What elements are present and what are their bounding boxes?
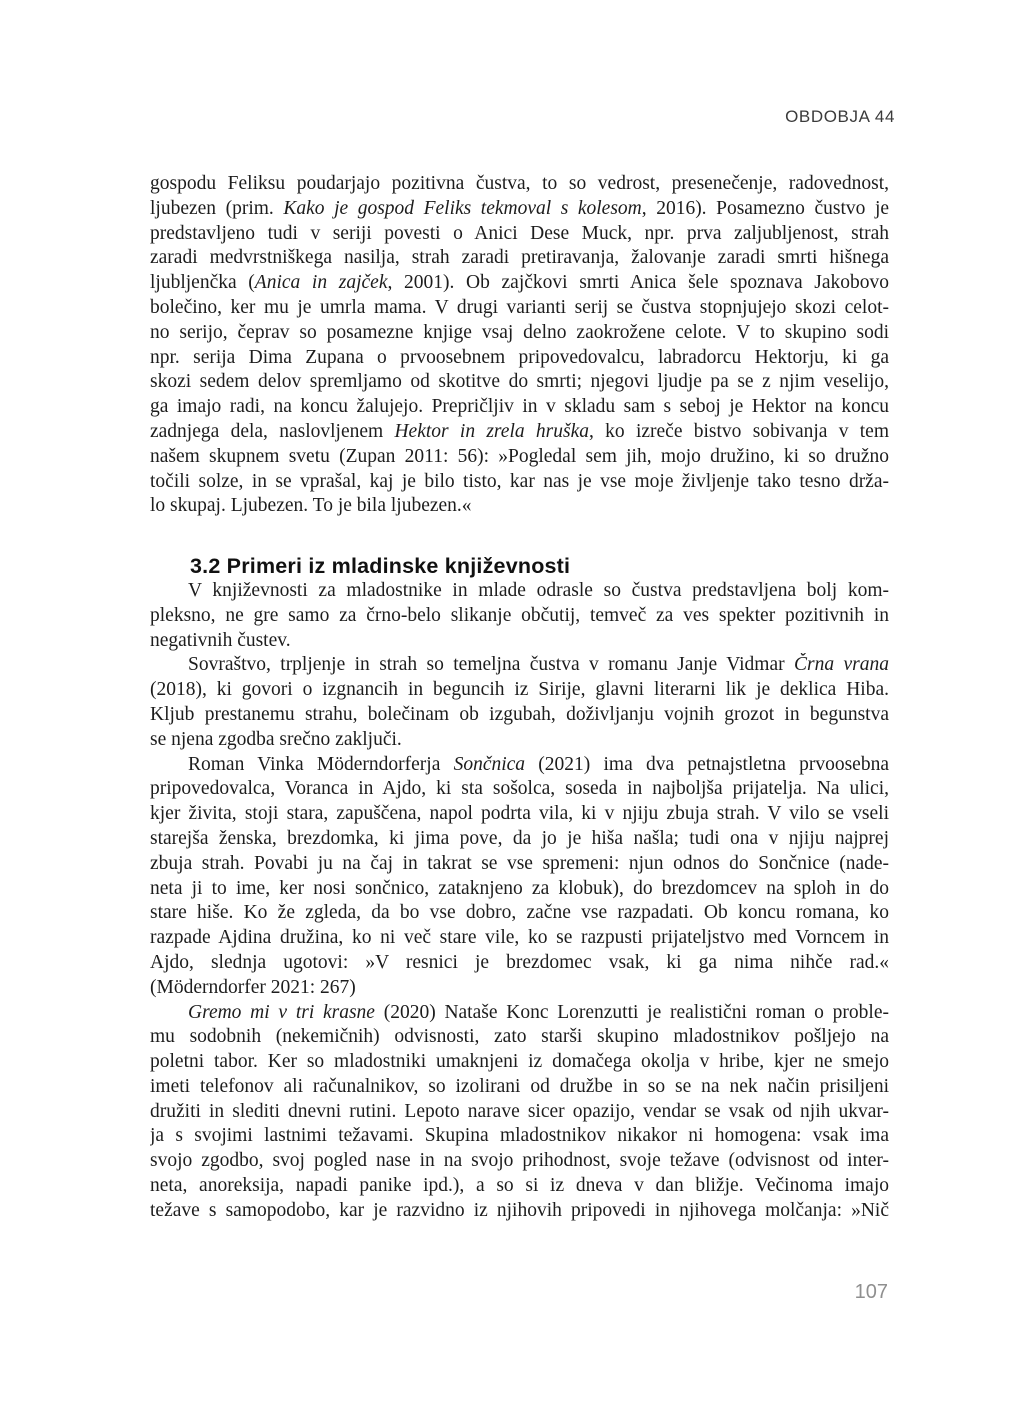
- text-line: zadnjega dela, naslovljenem Hektor in zrela hruška, ko izreče bistvo sobivanja v tem: [150, 420, 889, 442]
- text-line: npr. serija Dima Zupana o prvoosebnem pripovedovalcu, labradorcu Hektorju, ki ga: [150, 346, 889, 368]
- text-line: zaradi medvrstniškega nasilja, strah zaradi pretiravanja, žalovanje zaradi smrti hišnega: [150, 247, 889, 269]
- text-line: starejša ženska, brezdomka, ki jima pove, da jo je hiša našla; tudi ona v njiju najprej: [150, 827, 889, 849]
- text-line: (Möderndorfer 2021: 267): [150, 976, 356, 998]
- text-line: točili solze, in se vprašal, kaj je bilo tisto, kar nas je vse moje življenje tako tesno drža-: [150, 470, 889, 492]
- running-header: OBDOBJA 44: [785, 107, 895, 126]
- text-line: našem skupnem svetu (Zupan 2011: 56): »Pogledal sem jih, mojo družino, ki so družno: [150, 445, 889, 467]
- text-line: Gremo mi v tri krasne (2020) Nataše Konc Lorenzutti je realistični roman o proble-: [188, 1001, 889, 1023]
- text-line: predstavljeno tudi v seriji povesti o Anici Dese Muck, npr. prva zaljubljenost, strah: [150, 222, 889, 244]
- text-line: pleksno, ne gre samo za črno-belo slikanje občutij, temveč za ves spekter pozitivnih in: [150, 604, 889, 626]
- text-line: ja s svojimi lastnimi težavami. Skupina mladostnikov nikakor ni homogena: vsak ima: [150, 1125, 889, 1147]
- text-line: skozi sedem delov spremljamo od skotitve do smrti; njegovi ljudje pa se z njim veselijo,: [150, 371, 889, 393]
- paragraph: [150, 172, 889, 519]
- text-line: kjer živita, stoji stara, zapuščena, napol podrta vila, ki v njiju zbuja strah. V vilo se vseli: [150, 803, 889, 825]
- text-line: ljubezen (prim. Kako je gospod Feliks tekmoval s kolesom, 2016). Posamezno čustvo je: [150, 197, 889, 219]
- text-line: no serijo, čeprav so posamezne knjige vsaj delno zaokrožene celote. V to skupino sodi: [150, 321, 889, 343]
- section-heading: 3.2 Primeri iz mladinske književnosti: [190, 554, 571, 579]
- text-line: pripovedovalca, Voranca in Ajdo, ki sta sošolca, soseda in najboljša prijatelja. Na ulici,: [150, 778, 889, 800]
- text-line: negativnih čustev.: [150, 629, 291, 651]
- text-line: lo skupaj. Ljubezen. To je bila ljubezen.«: [150, 495, 472, 517]
- text-column: [150, 172, 889, 1224]
- paragraph: [150, 753, 889, 1001]
- text-line: stare hiše. Ko že zgleda, da bo vse dobro, začne vse razpadati. Ob koncu romana, ko: [150, 902, 889, 924]
- text-line: Roman Vinka Möderndorferja Sončnica (2021) ima dva petnajstletna prvoosebna: [188, 753, 889, 775]
- text-line: svojo zgodbo, svoj pogled nase in na svojo prihodnost, svoje težave (odvisnost od inter-: [150, 1150, 889, 1172]
- text-line: ljubljenčka (Anica in zajček, 2001). Ob zajčkovi smrti Anica šele spoznava Jakobovo: [150, 272, 889, 294]
- text-line: družiti in slediti dnevni rutini. Lepoto narave sicer opazijo, vendar se vsak od njih ukvar-: [150, 1100, 889, 1122]
- text-line: se njena zgodba srečno zaključi.: [150, 728, 402, 750]
- text-line: neta, anoreksija, napadi panike ipd.), a so si iz dneva v dan bližje. Večinoma imajo: [150, 1175, 889, 1197]
- text-line: (2018), ki govori o izgnancih in beguncih iz Sirije, glavni literarni lik je deklica Hiba.: [150, 679, 889, 701]
- text-line: mu sodobnih (nekemičnih) odvisnosti, zato starši skupino mladostnikov pošljejo na: [150, 1026, 889, 1048]
- text-line: Ajdo, slednja ugotovi: »V resnici je brezdomec vsak, ki ga nima nihče rad.«: [150, 951, 889, 973]
- text-line: V književnosti za mladostnike in mlade odrasle so čustva predstavljena bolj kom-: [188, 579, 889, 601]
- text-line: neta ji to ime, ker nosi sončnico, zataknjeno za klobuk), do brezdomcev na sploh in do: [150, 877, 889, 899]
- text-line: zbuja strah. Povabi ju na čaj in takrat se vse spremeni: njun odnos do Sončnice (nade-: [150, 852, 889, 874]
- text-line: razpade Ajdina družina, ko ni več stare vile, ko se razpusti prijateljstvo med Vorncem in: [150, 927, 889, 949]
- paragraph: [150, 1001, 889, 1224]
- text-line: Sovraštvo, trpljenje in strah so temeljna čustva v romanu Janje Vidmar Črna vrana: [188, 654, 889, 676]
- text-line: gospodu Feliksu poudarjajo pozitivna čustva, to so vedrost, presenečenje, radovednost,: [150, 173, 889, 194]
- paragraph: [150, 653, 889, 752]
- text-line: imeti telefonov ali računalnikov, so izolirani od družbe in so se na nek način prisiljeni: [150, 1075, 889, 1097]
- page-number: 107: [854, 1281, 888, 1303]
- text-line: Kljub prestanemu strahu, bolečinam ob izgubah, doživljanju vojnih grozot in begunstva: [150, 703, 889, 725]
- text-line: težave s samopodobo, kar je razvidno iz njihovih pripovedi in njihovega molčanja: »Nič: [150, 1199, 889, 1221]
- text-line: bolečino, ker mu je umrla mama. V drugi varianti serij se čustva stopnjujejo skozi celot-: [150, 296, 889, 318]
- text-line: ga imajo radi, na koncu žalujejo. Prepričljiv in v skladu sam s seboj je Hektor na koncu: [150, 396, 889, 418]
- text-line: poletni tabor. Ker so mladostniki umaknjeni iz domačega okolja v hribe, kjer ne smejo: [150, 1051, 889, 1073]
- paragraph: [150, 579, 889, 653]
